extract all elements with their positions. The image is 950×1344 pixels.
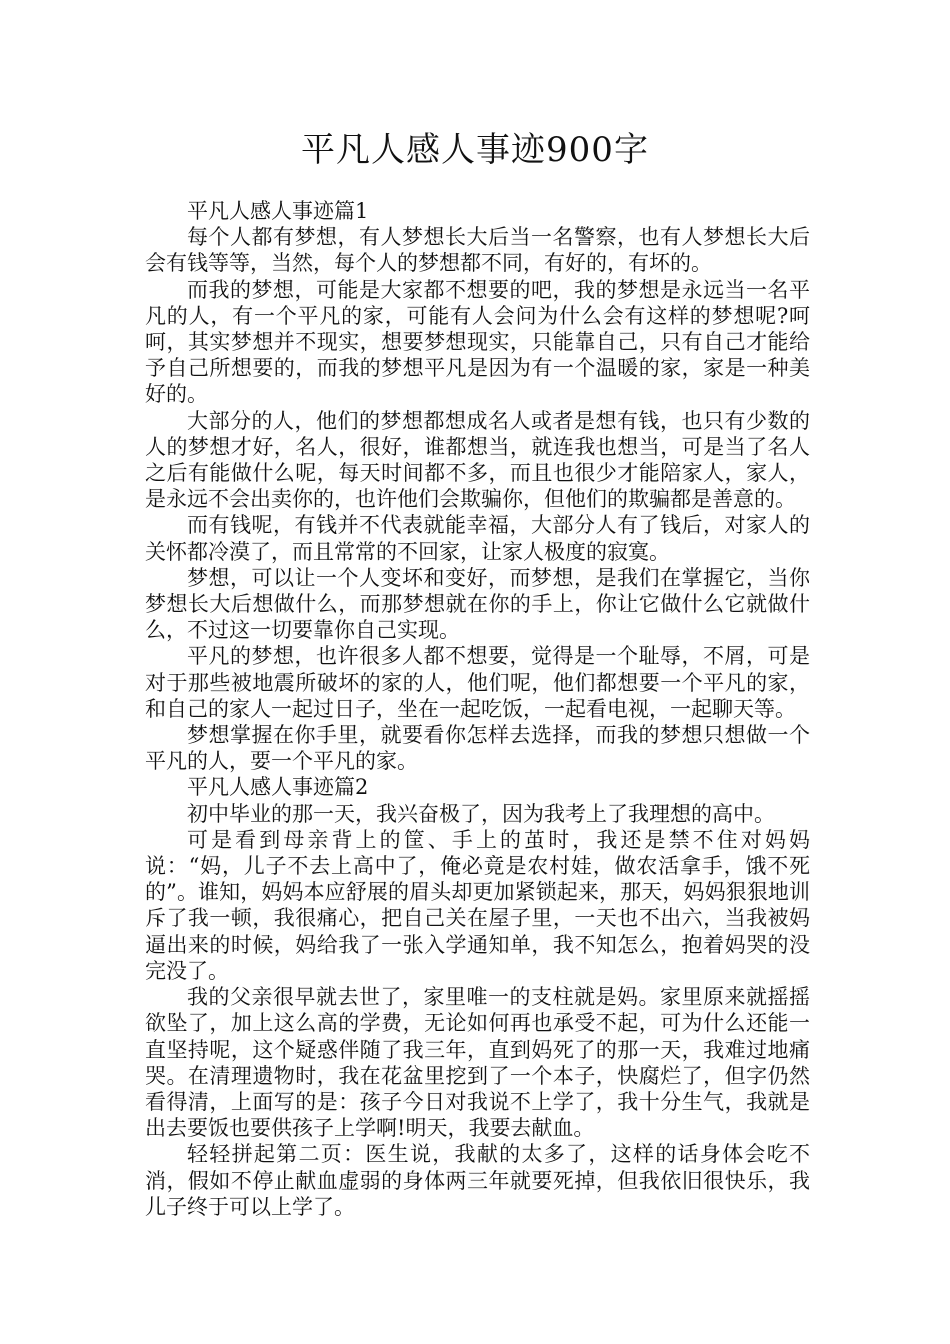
paragraph: 我的父亲很早就去世了，家里唯一的支柱就是妈。家里原来就摇摇欲坠了，加上这么高的学费，无论如何再也承受不起，可为什么还能一直坚持呢，这个疑惑伴随了我三年，直到妈死了的那一天，我难过地痛哭。在清理遗物时，我在花盆里挖到了一个本子，快腐烂了，但字仍然看得清，上面写的是：孩子今日对我说不上学了，我十分生气，我就是出去要饭也要供孩子上学啊!明天，我要去献血。	[145, 985, 810, 1141]
document-body	[145, 198, 810, 1220]
paragraph: 轻轻拼起第二页：医生说，我献的太多了，这样的话身体会吃不消，假如不停止献血虚弱的身体两三年就要死掉，但我依旧很快乐，我儿子终于可以上学了。	[145, 1142, 810, 1219]
section-heading-1: 平凡人感人事迹篇1	[187, 199, 369, 223]
paragraph: 可是看到母亲背上的筐、手上的茧时，我还是禁不住对妈妈说：“妈，儿子不去上高中了，俺必竟是农村娃，做农活拿手，饿不死的”。谁知，妈妈本应舒展的眉头却更加紧锁起来，那天，妈妈狠狠地训斥了我一顿，我很痛心，把自己关在屋子里，一天也不出六，当我被妈逼出来的时候，妈给我了一张入学通知单，我不知怎么，抱着妈哭的没完没了。	[145, 827, 810, 983]
paragraph: 而有钱呢，有钱并不代表就能幸福，大部分人有了钱后，对家人的关怀都冷漠了，而且常常的不回家，让家人极度的寂寞。	[145, 513, 810, 564]
paragraph: 大部分的人，他们的梦想都想成名人或者是想有钱，也只有少数的人的梦想才好，名人，很好，谁都想当，就连我也想当，可是当了名人之后有能做什么呢，每天时间都不多，而且也很少才能陪家人，家人，是永远不会出卖你的，也许他们会欺骗你，但他们的欺骗都是善意的。	[145, 408, 810, 512]
paragraph: 而我的梦想，可能是大家都不想要的吧，我的梦想是永远当一名平凡的人，有一个平凡的家，可能有人会问为什么会有这样的梦想呢?呵呵，其实梦想并不现实，想要梦想现实，只能靠自己，只有自己才能给予自己所想要的，而我的梦想平凡是因为有一个温暖的家，家是一种美好的。	[145, 277, 810, 407]
paragraph: 每个人都有梦想，有人梦想长大后当一名警察，也有人梦想长大后会有钱等等，当然，每个人的梦想都不同，有好的，有坏的。	[145, 225, 810, 276]
document-title: 平凡人感人事迹900字	[301, 130, 649, 170]
paragraph: 梦想，可以让一个人变坏和变好，而梦想，是我们在掌握它，当你梦想长大后想做什么，而那梦想就在你的手上，你让它做什么它就做什么，不过这一切要靠你自己实现。	[145, 565, 810, 643]
paragraph: 梦想掌握在你手里，就要看你怎样去选择，而我的梦想只想做一个平凡的人，要一个平凡的家。	[145, 723, 810, 774]
section-heading-2: 平凡人感人事迹篇2	[187, 775, 369, 800]
paragraph: 平凡的梦想，也许很多人都不想要，觉得是一个耻辱，不屑，可是对于那些被地震所破坏的家的人，他们呢，他们都想要一个平凡的家，和自己的家人一起过日子，坐在一起吃饭，一起看电视，一起聊天等。	[145, 644, 810, 721]
paragraph: 初中毕业的那一天，我兴奋极了，因为我考上了我理想的高中。	[187, 801, 775, 826]
